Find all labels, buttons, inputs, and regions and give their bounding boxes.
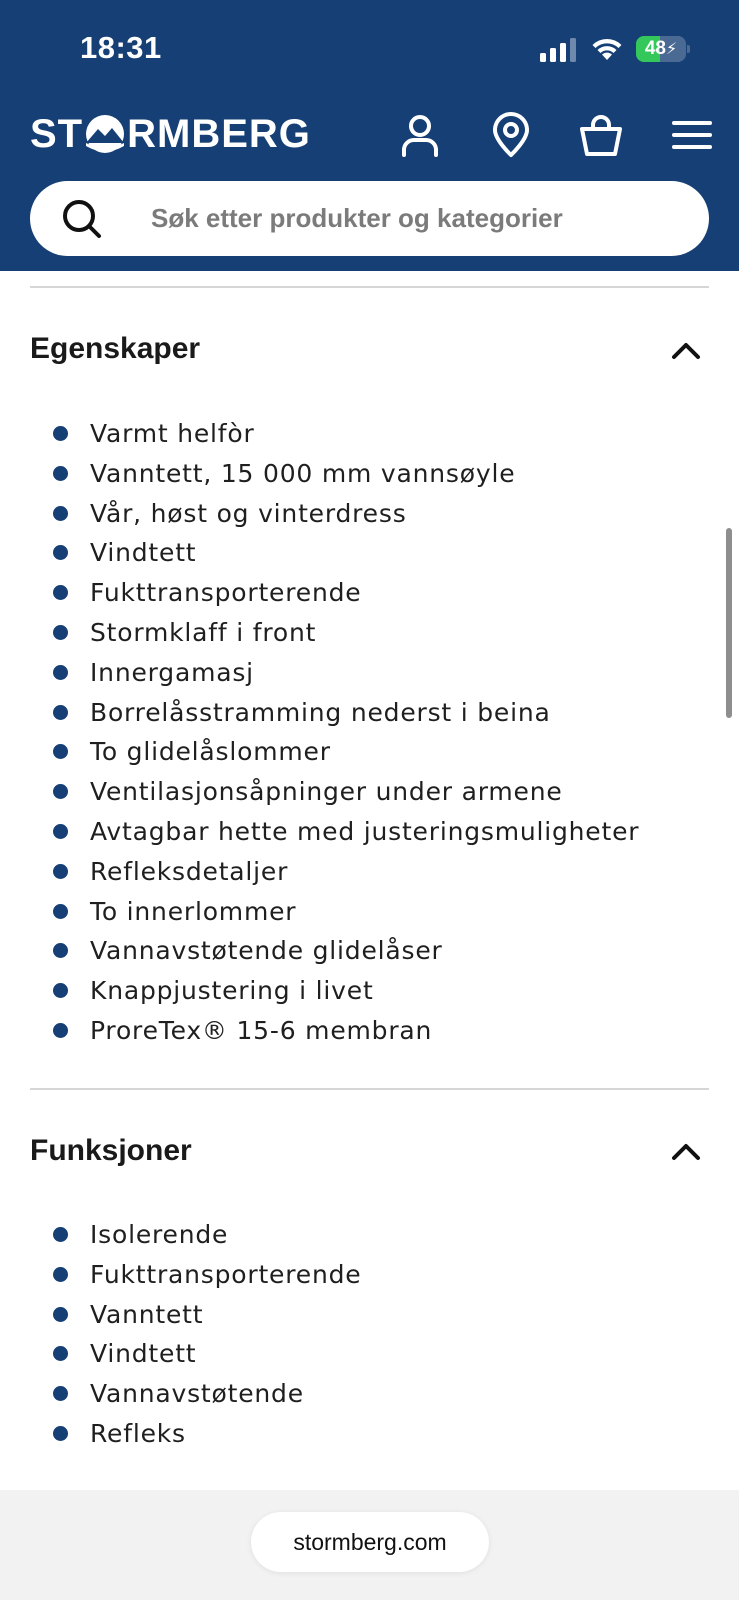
list-item — [0, 494, 739, 534]
list-item — [0, 573, 739, 613]
list-item-label: Vindtett — [90, 1339, 197, 1369]
logo-text-right: RMBERG — [127, 111, 311, 156]
battery-charging-icon: 48⚡ — [636, 36, 690, 62]
list-item-label: Vannavstøtende glidelåser — [90, 936, 443, 966]
list-item-label: Vanntett, 15 000 mm vannsøyle — [90, 458, 516, 488]
list-item — [0, 1011, 739, 1051]
bullet-icon — [53, 1227, 68, 1242]
bullet-icon — [53, 864, 68, 879]
list-item-label: Vindtett — [90, 538, 197, 568]
section-divider — [30, 286, 709, 288]
signal-icon — [540, 38, 578, 62]
bullet-icon — [53, 585, 68, 600]
list-item-label: Avtagbar hette med justeringsmuligheter — [90, 816, 640, 846]
list-item — [0, 1215, 739, 1255]
list-item — [0, 732, 739, 772]
list-item — [0, 653, 739, 693]
list-item-label: Vanntett — [90, 1299, 204, 1329]
list-item-label: Vannavstøtende — [90, 1379, 304, 1409]
list-item — [0, 852, 739, 892]
search-bar[interactable] — [30, 181, 709, 256]
list-item — [0, 931, 739, 971]
bullet-icon — [53, 983, 68, 998]
bullet-icon — [53, 943, 68, 958]
search-icon — [62, 199, 102, 239]
user-icon[interactable] — [397, 110, 443, 160]
list-item — [0, 812, 739, 852]
bullet-icon — [53, 426, 68, 441]
scrollbar[interactable] — [726, 528, 732, 718]
bullet-icon — [53, 1346, 68, 1361]
list-item-label: To innerlommer — [90, 896, 297, 926]
list-item — [0, 454, 739, 494]
bullet-icon — [53, 784, 68, 799]
browser-bottom-bar — [0, 1490, 739, 1600]
bullet-icon — [53, 625, 68, 640]
section-title-funksjoner[interactable]: Funksjoner — [30, 1134, 192, 1167]
header-nav — [0, 110, 739, 160]
list-item — [0, 693, 739, 733]
menu-icon[interactable] — [669, 110, 715, 160]
section-title-egenskaper[interactable]: Egenskaper — [30, 332, 201, 365]
list-item — [0, 1374, 739, 1414]
list-item-label: Innergamasj — [90, 657, 254, 687]
bullet-icon — [53, 1386, 68, 1401]
bullet-icon — [53, 744, 68, 759]
bullet-icon — [53, 545, 68, 560]
list-item-label: Borrelåsstramming nederst i beina — [90, 697, 551, 727]
funksjoner-list — [0, 1215, 739, 1454]
list-item — [0, 414, 739, 454]
search-input[interactable]: Søk etter produkter og kategorier — [151, 203, 563, 233]
bullet-icon — [53, 904, 68, 919]
list-item-label: Fukttransporterende — [90, 1259, 362, 1289]
site-header — [0, 0, 739, 271]
bullet-icon — [53, 1426, 68, 1441]
status-bar — [0, 0, 739, 100]
list-item-label: Ventilasjonsåpninger under armene — [90, 777, 563, 807]
location-pin-icon[interactable] — [488, 110, 534, 160]
list-item-label: ProreTex® 15-6 membran — [90, 1015, 433, 1045]
bullet-icon — [53, 466, 68, 481]
battery-percent: 48 — [644, 38, 666, 59]
list-item — [0, 1295, 739, 1335]
shopping-bag-icon[interactable] — [578, 110, 624, 160]
bullet-icon — [53, 1023, 68, 1038]
list-item-label: Fukttransporterende — [90, 578, 362, 608]
list-item — [0, 772, 739, 812]
list-item — [0, 533, 739, 573]
bullet-icon — [53, 705, 68, 720]
section-divider — [30, 1088, 709, 1090]
list-item — [0, 1255, 739, 1295]
chevron-up-icon[interactable] — [666, 1136, 706, 1166]
list-item-label: Stormklaff i front — [90, 617, 317, 647]
list-item-label: Refleks — [90, 1418, 186, 1448]
list-item — [0, 613, 739, 653]
bullet-icon — [53, 665, 68, 680]
chevron-up-icon[interactable] — [666, 335, 706, 365]
list-item — [0, 892, 739, 932]
list-item-label: Isolerende — [90, 1220, 229, 1249]
list-item-label: Varmt helfòr — [90, 419, 255, 448]
wifi-icon — [590, 36, 624, 62]
bullet-icon — [53, 1267, 68, 1282]
bullet-icon — [53, 824, 68, 839]
bullet-icon — [53, 506, 68, 521]
egenskaper-list — [0, 414, 739, 1051]
browser-url-bar[interactable]: stormberg.com — [251, 1512, 489, 1572]
bullet-icon — [53, 1307, 68, 1322]
list-item — [0, 971, 739, 1011]
list-item — [0, 1334, 739, 1374]
list-item-label: To glidelåslommer — [90, 737, 331, 767]
list-item-label: Vår, høst og vinterdress — [90, 498, 407, 528]
list-item-label: Knappjustering i livet — [90, 976, 374, 1006]
list-item — [0, 1414, 739, 1454]
logo-text-left: ST — [30, 111, 84, 156]
list-item-label: Refleksdetaljer — [90, 856, 289, 886]
status-time: 18:31 — [80, 30, 162, 65]
